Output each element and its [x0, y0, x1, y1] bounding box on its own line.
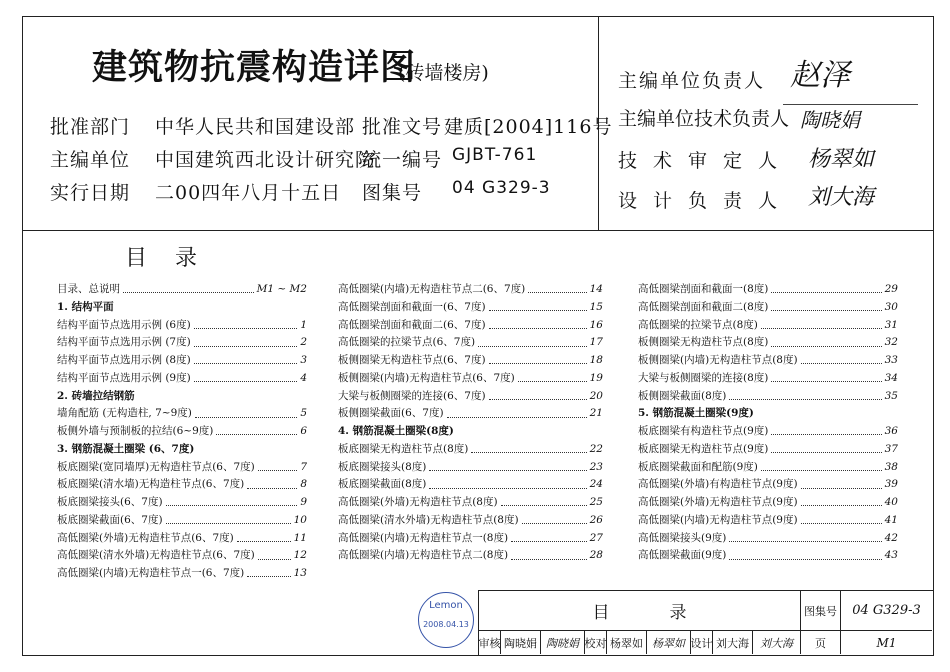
toc-entry	[638, 317, 898, 335]
toc-leader-dots	[258, 559, 291, 560]
approval-doc-label: 批准文号	[362, 116, 443, 138]
toc-entry	[638, 299, 898, 317]
toc-entry	[57, 530, 307, 548]
toc-entry	[57, 512, 307, 530]
toc-entry	[338, 512, 603, 530]
design-label: 设计	[690, 636, 713, 650]
unified-number-value: GJBT-761	[452, 145, 538, 165]
toc-column-3	[638, 281, 898, 565]
toc-leader-dots	[729, 399, 881, 400]
toc-title: 目录	[125, 246, 226, 271]
toc-entry-page: 18	[589, 354, 603, 366]
role-design-label: 设计负责人	[618, 190, 794, 212]
toc-leader-dots	[247, 488, 297, 489]
toc-entry-title: 高低圈梁(外墙)有构造柱节点(9度)	[638, 478, 798, 491]
check-name: 杨翠如	[610, 636, 643, 650]
review-name: 陶晓娟	[504, 636, 537, 650]
page-value-cell	[841, 631, 932, 654]
toc-entry-page: 19	[589, 371, 603, 384]
effective-date-value: 二00四年八月十五日	[155, 182, 342, 204]
atlas-number-value: 04 G329-3	[452, 178, 551, 198]
signature-review: 杨翠如	[808, 147, 875, 172]
toc-leader-dots	[123, 292, 254, 293]
toc-entry	[57, 459, 307, 477]
toc-entry-page: 40	[884, 496, 898, 508]
page-value: M1	[876, 635, 897, 650]
toc-entry-page: 7	[300, 460, 307, 473]
toc-leader-dots	[801, 363, 882, 364]
toc-entry-title: 高低圈梁剖面和截面二(8度)	[638, 300, 769, 313]
check-label: 校对	[584, 636, 607, 650]
toc-entry-page: 35	[884, 389, 898, 402]
toc-entry	[57, 494, 307, 512]
toc-entry	[338, 317, 603, 335]
toc-leader-dots	[801, 523, 882, 524]
toc-entry-title: 高低圈梁剖面和截面一(8度)	[638, 283, 769, 295]
page-label-cell	[801, 631, 841, 654]
toc-entry-title: 板侧圈梁无构造柱节点(6、7度)	[338, 354, 486, 366]
toc-leader-dots	[216, 434, 297, 435]
toc-entry	[57, 370, 307, 388]
toc-entry	[638, 281, 898, 299]
toc-entry-page: 42	[884, 531, 898, 544]
toc-entry-page: 43	[884, 549, 898, 562]
toc-section-heading	[338, 423, 603, 441]
toc-entry-page: 5	[300, 407, 307, 420]
toc-entry-page: 24	[589, 478, 603, 491]
toc-leader-dots	[478, 346, 587, 347]
toc-entry-page: 11	[293, 531, 307, 544]
toc-entry-page: 2	[300, 336, 307, 349]
signature-tech: 陶晓娟	[800, 108, 860, 132]
toc-leader-dots	[511, 559, 587, 560]
stamp-date: 2008.04.13	[423, 620, 469, 629]
review-name-cell	[501, 631, 541, 654]
toc-entry	[338, 441, 603, 459]
toc-entry	[57, 476, 307, 494]
approval-dept-value: 中华人民共和国建设部	[155, 116, 356, 138]
stamp-name: Lemon	[429, 600, 463, 611]
review-label-cell	[479, 631, 501, 654]
atlas-subtitle: (砖墙楼房)	[398, 62, 489, 84]
toc-entry-page: 4	[300, 371, 307, 384]
toc-entry-title: 板底圈梁截面(8度)	[338, 478, 427, 491]
toc-leader-dots	[489, 399, 587, 400]
toc-entry-title: 大梁与板侧圈梁的连接(6、7度)	[338, 389, 486, 402]
toc-section-heading	[638, 405, 898, 423]
role-review-label: 技术审定人	[618, 150, 794, 172]
toc-entry	[338, 388, 603, 406]
check-name-cell	[607, 631, 647, 654]
toc-entry-title: 高低圈梁(外墙)无构造柱节点(8度)	[338, 496, 498, 508]
toc-entry-title: 墙角配筋 (无构造柱, 7~9度)	[57, 407, 192, 420]
signature-design: 刘大海	[808, 185, 875, 210]
title-block-name-cell	[479, 591, 801, 631]
toc-leader-dots	[522, 523, 587, 524]
toc-leader-dots	[771, 292, 881, 293]
review-signature: 陶晓娟	[546, 636, 579, 650]
toc-entry	[338, 281, 603, 299]
toc-entry-title: 结构平面节点选用示例 (8度)	[57, 354, 191, 366]
approval-doc-value: 建质[2004]116号	[444, 116, 613, 138]
toc-entry-title: 板底圈梁接头(8度)	[338, 460, 427, 473]
toc-entry-page: 9	[300, 496, 307, 508]
toc-entry-page: 17	[589, 336, 603, 349]
toc-entry-title: 板底圈梁(宽同墙厚)无构造柱节点(6、7度)	[57, 460, 255, 473]
toc-entry-page: 16	[589, 318, 603, 331]
approval-dept-label: 批准部门	[50, 116, 131, 138]
toc-entry-page: 28	[589, 549, 603, 562]
toc-entry-title: 结构平面节点选用示例 (9度)	[57, 371, 191, 384]
toc-entry-page: 31	[884, 318, 898, 331]
toc-leader-dots	[801, 488, 882, 489]
toc-entry-page: 41	[884, 513, 898, 526]
toc-entry	[338, 370, 603, 388]
toc-entry-page: 1	[300, 318, 307, 331]
toc-entry-page: 20	[589, 389, 603, 402]
toc-entry	[57, 317, 307, 335]
role-chief-label: 主编单位负责人	[618, 70, 766, 92]
toc-leader-dots	[471, 452, 586, 453]
design-name-cell	[713, 631, 753, 654]
toc-entry-title: 高低圈梁(内墙)无构造柱节点二(8度)	[338, 549, 509, 562]
toc-entry	[57, 547, 307, 565]
toc-entry	[338, 459, 603, 477]
atlas-number-label: 图集号	[362, 182, 423, 204]
toc-leader-dots	[511, 541, 587, 542]
toc-entry-title: 板侧圈梁截面(6、7度)	[338, 407, 444, 420]
toc-entry	[638, 547, 898, 565]
atlas-title: 建筑物抗震构造详图	[92, 47, 417, 88]
toc-entry-page: 33	[884, 354, 898, 366]
toc-entry-page: 12	[293, 549, 307, 562]
toc-entry	[57, 334, 307, 352]
toc-leader-dots	[166, 505, 298, 506]
review-sign-cell	[541, 631, 585, 654]
role-tech-label: 主编单位技术负责人	[618, 108, 790, 130]
atlas-value-cell	[841, 591, 932, 631]
toc-entry-title: 高低圈梁(外墙)无构造柱节点(9度)	[638, 496, 798, 508]
toc-entry-title: 板侧外墙与预制板的拉结(6~9度)	[57, 425, 214, 437]
signature-chief: 赵泽	[790, 58, 850, 93]
toc-entry	[638, 476, 898, 494]
toc-entry-title: 2. 砖墙拉结钢筋	[57, 389, 135, 402]
toc-entry	[338, 476, 603, 494]
toc-entry-title: 板底圈梁无构造柱节点(8度)	[338, 442, 469, 455]
toc-leader-dots	[447, 417, 587, 418]
toc-entry-title: 3. 钢筋混凝土圈梁 (6、7度)	[57, 442, 195, 455]
toc-entry-title: 板底圈梁接头(6、7度)	[57, 496, 163, 508]
toc-entry-page: 10	[293, 513, 307, 526]
toc-entry	[57, 405, 307, 423]
toc-entry	[57, 352, 307, 370]
toc-leader-dots	[729, 541, 881, 542]
toc-leader-dots	[195, 417, 297, 418]
toc-entry-title: 高低圈梁(内墙)无构造柱节点(9度)	[638, 513, 798, 526]
toc-column-2	[338, 281, 603, 565]
toc-entry-title: 高低圈梁截面(9度)	[638, 549, 727, 562]
toc-leader-dots	[761, 470, 882, 471]
toc-entry-page: 38	[884, 460, 898, 473]
effective-date-label: 实行日期	[50, 182, 131, 204]
toc-leader-dots	[801, 505, 882, 506]
toc-entry	[338, 299, 603, 317]
toc-leader-dots	[771, 381, 881, 382]
design-label-cell	[691, 631, 713, 654]
toc-entry-page: 23	[589, 460, 603, 473]
toc-entry-page: 39	[884, 478, 898, 491]
toc-entry	[638, 370, 898, 388]
toc-entry-title: 高低圈梁接头(9度)	[638, 531, 727, 544]
toc-leader-dots	[729, 559, 881, 560]
reviewer-stamp	[418, 592, 474, 648]
editor-unit-value: 中国建筑西北设计研究院	[155, 149, 376, 171]
check-label-cell	[585, 631, 607, 654]
toc-entry	[57, 423, 307, 441]
toc-entry-page: 8	[300, 478, 307, 491]
toc-entry-title: 高低圈梁剖面和截面一(6、7度)	[338, 300, 486, 313]
toc-entry-page: 29	[884, 283, 898, 295]
toc-entry-title: 板侧圈梁截面(8度)	[638, 389, 727, 402]
toc-entry-title: 高低圈梁的拉梁节点(6、7度)	[338, 336, 476, 349]
toc-leader-dots	[761, 328, 882, 329]
toc-entry-page: 26	[589, 513, 603, 526]
title-block-atlas-value: 04 G329-3	[852, 603, 921, 618]
toc-leader-dots	[194, 328, 298, 329]
title-block-name: 目录	[592, 603, 747, 623]
toc-entry	[638, 459, 898, 477]
toc-entry-page: 27	[589, 531, 603, 544]
toc-leader-dots	[489, 310, 587, 311]
toc-entry-title: 高低圈梁(内墙)无构造柱节点一(6、7度)	[57, 567, 245, 579]
toc-section-heading	[57, 299, 307, 317]
toc-leader-dots	[518, 381, 587, 382]
design-name: 刘大海	[716, 636, 749, 650]
toc-entry-title: 板底圈梁截面(6、7度)	[57, 513, 163, 526]
toc-entry-title: 大梁与板侧圈梁的连接(8度)	[638, 371, 769, 384]
toc-entry-page: 34	[884, 371, 898, 384]
toc-entry	[638, 441, 898, 459]
toc-entry-page: 14	[589, 283, 603, 295]
design-sign-cell	[753, 631, 801, 654]
check-sign-cell	[647, 631, 691, 654]
toc-leader-dots	[528, 292, 586, 293]
toc-leader-dots	[247, 576, 290, 577]
toc-entry-title: 高低圈梁(清水外墙)无构造柱节点(8度)	[338, 513, 519, 526]
toc-entry-page: 32	[884, 336, 898, 349]
toc-entry-title: 板侧圈梁无构造柱节点(8度)	[638, 336, 769, 349]
toc-entry-title: 板底圈梁截面和配筋(9度)	[638, 460, 758, 473]
toc-entry-page: 37	[884, 442, 898, 455]
toc-entry	[338, 352, 603, 370]
toc-entry	[638, 352, 898, 370]
toc-entry-page: 36	[884, 425, 898, 437]
toc-entry	[338, 334, 603, 352]
toc-leader-dots	[771, 310, 881, 311]
toc-entry-title: 板底圈梁(清水墙)无构造柱节点(6、7度)	[57, 478, 245, 491]
toc-entry	[57, 565, 307, 583]
atlas-label-cell	[801, 591, 841, 631]
toc-leader-dots	[489, 363, 587, 364]
toc-entry-page: 21	[589, 407, 603, 420]
toc-entry-page: 3	[300, 354, 307, 366]
unified-number-label: 统一编号	[362, 149, 443, 171]
toc-entry	[638, 388, 898, 406]
toc-column-1	[57, 281, 307, 583]
toc-entry	[338, 530, 603, 548]
toc-entry-title: 5. 钢筋混凝土圈梁(9度)	[638, 407, 754, 420]
toc-entry-page: 13	[293, 567, 307, 579]
toc-entry	[638, 512, 898, 530]
toc-entry-title: 板底圈梁有构造柱节点(9度)	[638, 425, 769, 437]
page-label: 页	[815, 636, 826, 650]
toc-entry	[57, 281, 307, 299]
toc-leader-dots	[771, 346, 881, 347]
toc-entry-title: 结构平面节点选用示例 (6度)	[57, 318, 191, 331]
toc-entry-title: 目录、总说明	[57, 283, 120, 295]
toc-entry-page: M1 ~ M2	[256, 283, 307, 295]
toc-leader-dots	[489, 328, 587, 329]
toc-entry	[338, 547, 603, 565]
toc-leader-dots	[258, 470, 298, 471]
toc-leader-dots	[429, 488, 586, 489]
toc-section-heading	[57, 388, 307, 406]
toc-entry-title: 4. 钢筋混凝土圈梁(8度)	[338, 425, 454, 437]
toc-leader-dots	[771, 452, 881, 453]
editor-unit-label: 主编单位	[50, 149, 131, 171]
toc-entry-title: 板侧圈梁(内墙)无构造柱节点(6、7度)	[338, 371, 515, 384]
toc-entry-title: 高低圈梁(清水外墙)无构造柱节点(6、7度)	[57, 549, 255, 562]
toc-entry-title: 结构平面节点选用示例 (7度)	[57, 336, 191, 349]
review-label: 审核	[478, 636, 501, 650]
toc-entry-title: 板侧圈梁(内墙)无构造柱节点(8度)	[638, 354, 798, 366]
toc-entry	[638, 494, 898, 512]
toc-leader-dots	[166, 523, 291, 524]
check-signature: 杨翠如	[652, 636, 685, 650]
toc-entry-page: 25	[589, 496, 603, 508]
toc-entry-title: 高低圈梁(外墙)无构造柱节点(6、7度)	[57, 531, 234, 544]
toc-entry-page: 30	[884, 300, 898, 313]
header-divider	[22, 230, 934, 231]
toc-section-heading	[57, 441, 307, 459]
toc-entry	[638, 334, 898, 352]
toc-leader-dots	[771, 434, 881, 435]
toc-entry	[638, 530, 898, 548]
design-signature: 刘大海	[760, 636, 793, 650]
toc-entry	[338, 494, 603, 512]
toc-entry-title: 高低圈梁(内墙)无构造柱节点一(8度)	[338, 531, 509, 544]
toc-entry-page: 6	[300, 425, 307, 437]
toc-entry	[338, 405, 603, 423]
toc-entry-page: 15	[589, 300, 603, 313]
title-block	[478, 590, 934, 656]
toc-entry-title: 板底圈梁无构造柱节点(9度)	[638, 442, 769, 455]
toc-leader-dots	[194, 381, 298, 382]
toc-leader-dots	[194, 363, 298, 364]
toc-entry-title: 高低圈梁的拉梁节点(8度)	[638, 318, 758, 331]
toc-entry	[638, 423, 898, 441]
title-block-atlas-label: 图集号	[804, 604, 837, 618]
toc-leader-dots	[429, 470, 586, 471]
toc-entry-title: 1. 结构平面	[57, 300, 114, 313]
toc-entry-title: 高低圈梁剖面和截面二(6、7度)	[338, 318, 486, 331]
toc-leader-dots	[237, 541, 291, 542]
toc-leader-dots	[194, 346, 298, 347]
toc-entry-page: 22	[589, 442, 603, 455]
toc-entry-title: 高低圈梁(内墙)无构造柱节点二(6、7度)	[338, 283, 526, 295]
toc-leader-dots	[501, 505, 587, 506]
